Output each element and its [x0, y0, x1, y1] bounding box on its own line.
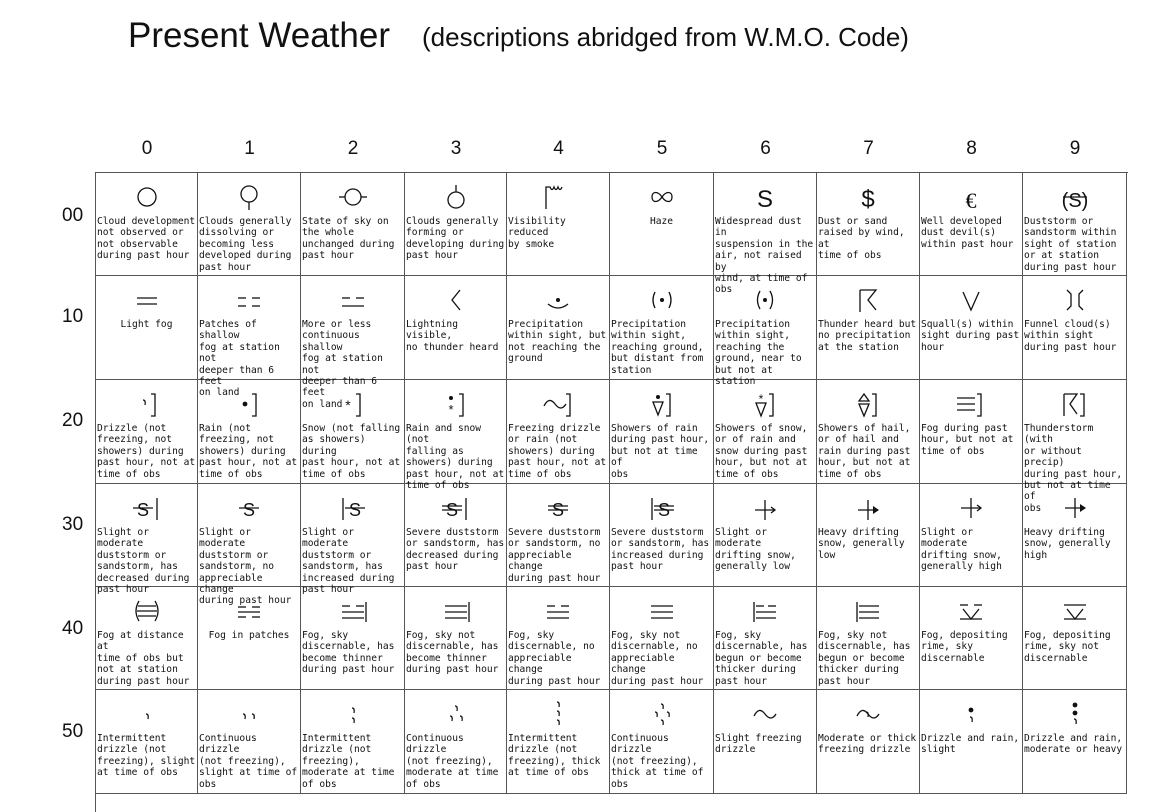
weather-code-description: Squall(s) within sight during past hour: [921, 319, 1020, 353]
svg-text:S: S: [551, 500, 565, 520]
weather-code-cell: [301, 276, 405, 410]
fog-no-sky-thinner-icon: [405, 587, 506, 627]
weather-code-description: Fog, sky not discernable, no appreciable change during past hour: [611, 630, 704, 687]
duststorm-no-change-icon: [198, 484, 300, 524]
weather-code-cell: [96, 276, 198, 380]
fog-sky-thicker-icon: [714, 587, 816, 627]
precip-not-ground-icon: [507, 276, 609, 316]
weather-code-description: Severe duststorm or sandstorm, has decreased during past hour: [406, 527, 505, 573]
column-header: 9: [1069, 138, 1081, 159]
weather-code-description: Thunderstorm (with or without precip) during past hour, but not at time of obs: [1024, 423, 1123, 514]
duststorm-sight-icon: [1023, 173, 1126, 213]
weather-code-description: Precipitation within sight, reaching ground, but distant from station: [611, 319, 704, 376]
duststorm-increased-icon: [301, 484, 404, 524]
weather-code-cell: [1023, 587, 1127, 690]
weather-code-cell: [1023, 690, 1127, 794]
duststorm-decreased-icon: [96, 484, 197, 524]
weather-code-description: Moderate or thick freezing drizzle: [818, 733, 917, 756]
weather-code-description: Slight or moderate duststorm or sandstorm, no appreciable change during past hour: [199, 527, 292, 607]
fog-distance-icon: [96, 587, 197, 627]
row-label: 50: [62, 721, 84, 742]
weather-code-description: Lightning visible, no thunder heard: [406, 319, 499, 353]
weather-code-description: Fog, sky discernable, has become thinner during past hour: [302, 630, 395, 676]
weather-code-cell: [301, 173, 405, 276]
weather-code-description: Fog, sky not discernable, has become thinner during past hour: [406, 630, 499, 676]
drizzle-intermittent-slight-icon: [96, 690, 197, 730]
page-subtitle: (descriptions abridged from W.M.O. Code): [422, 22, 909, 52]
page-title: Present Weather: [128, 16, 390, 55]
freezing-drizzle-slight-icon: [714, 690, 816, 730]
weather-code-cell: [817, 690, 920, 794]
weather-code-description: Slight or moderate duststorm or sandstorm, has increased during past hour: [302, 527, 395, 596]
fog-sky-thinner-icon: [301, 587, 404, 627]
row-label: 10: [62, 306, 84, 327]
weather-code-description: Duststorm or sandstorm within sight of station or at station during past hour: [1024, 216, 1117, 273]
weather-code-cell: [817, 173, 920, 276]
weather-code-cell: [817, 276, 920, 380]
circle-empty-icon: [96, 173, 197, 213]
heavy-drifting-snow-low-icon: [817, 484, 919, 524]
weather-code-description: Fog, depositing rime, sky not discernable: [1024, 630, 1111, 664]
weather-code-description: Drizzle and rain, slight: [921, 733, 1020, 756]
light-fog-icon: [96, 276, 197, 316]
precip-near-icon: [714, 276, 816, 316]
weather-code-cell: [301, 484, 405, 596]
column-header: 8: [966, 138, 977, 159]
row-label: 00: [62, 205, 84, 226]
haze-icon: [610, 173, 713, 213]
drizzle-intermittent-moderate-icon: [301, 690, 404, 730]
drizzle-continuous-moderate-icon: [405, 690, 506, 730]
weather-code-cell: [610, 484, 714, 587]
weather-code-cell: [920, 690, 1023, 794]
weather-code-description: Rain and snow (not falling as showers) during past hour, not at time of obs: [406, 423, 505, 492]
weather-code-cell: [817, 380, 920, 484]
weather-code-cell: [610, 690, 714, 794]
weather-code-cell: [817, 587, 920, 690]
severe-duststorm-decreased-icon: [405, 484, 506, 524]
weather-code-description: Continuous drizzle (not freezing), slight at time of obs: [199, 733, 298, 790]
svg-text:S: S: [445, 500, 458, 520]
weather-code-description: Widespread dust in suspension in the air, not raised by wind, at time of obs: [715, 216, 814, 296]
weather-code-description: Heavy drifting snow, generally low: [818, 527, 905, 561]
weather-code-cell: [96, 484, 198, 596]
svg-text:S: S: [756, 186, 774, 213]
weather-code-cell: [405, 484, 507, 587]
weather-code-cell: [1023, 484, 1127, 587]
column-header: 1: [244, 138, 255, 159]
drizzle-continuous-thick-icon: [610, 690, 713, 730]
thunderstorm-past-icon: [1023, 380, 1126, 420]
weather-code-cell: [405, 173, 507, 276]
weather-code-cell: [507, 484, 610, 587]
weather-code-description: Fog during past hour, but not at time of obs: [921, 423, 1014, 457]
severe-duststorm-increased-icon: [610, 484, 713, 524]
weather-code-cell: [817, 484, 920, 587]
rain-snow-past-icon: [405, 380, 506, 420]
svg-text:*: *: [758, 392, 764, 406]
weather-code-description: Haze: [649, 216, 674, 227]
weather-code-cell: [610, 587, 714, 690]
svg-text:S: S: [242, 500, 256, 520]
lightning-icon: [405, 276, 506, 316]
fog-rime-no-sky-icon: [1023, 587, 1126, 627]
circle-dissolving-icon: [198, 173, 300, 213]
svg-text:(S): (S): [1061, 190, 1088, 212]
weather-code-cell: [920, 380, 1023, 484]
continuous-fog-icon: [301, 276, 404, 316]
snow-past-icon: [301, 380, 404, 420]
weather-code-description: Intermittent drizzle (not freezing), thick at time of obs: [508, 733, 601, 779]
weather-code-description: State of sky on the whole unchanged during past hour: [302, 216, 395, 262]
weather-code-cell: [96, 587, 198, 690]
column-header: 3: [450, 138, 462, 159]
svg-text:$: $: [861, 186, 875, 213]
column-header: 6: [760, 138, 771, 159]
weather-code-description: Funnel cloud(s) within sight during past hour: [1024, 319, 1117, 353]
weather-code-cell: [714, 276, 817, 388]
patches-fog-icon: [198, 276, 300, 316]
squall-icon: [920, 276, 1022, 316]
widespread-dust-icon: [714, 173, 816, 213]
weather-code-description: Cloud development not observed or not observable during past hour: [97, 216, 196, 262]
freezing-drizzle-heavy-icon: [817, 690, 919, 730]
weather-code-cell: [1023, 173, 1127, 276]
drifting-snow-high-icon: [920, 484, 1022, 524]
column-header: 4: [553, 138, 564, 159]
svg-text:€: €: [965, 188, 977, 213]
weather-code-cell: [610, 276, 714, 380]
weather-code-cell: [301, 587, 405, 690]
drizzle-past-icon: [96, 380, 197, 420]
weather-code-description: Freezing drizzle or rain (not showers) during past hour, not at time of obs: [508, 423, 607, 480]
freezing-drizzle-past-icon: [507, 380, 609, 420]
weather-code-description: Fog, depositing rime, sky discernable: [921, 630, 1008, 664]
drizzle-rain-slight-icon: [920, 690, 1022, 730]
dust-raised-icon: [817, 173, 919, 213]
weather-code-description: Clouds generally dissolving or becoming less developed during past hour: [199, 216, 292, 273]
circle-unchanged-icon: [301, 173, 404, 213]
weather-code-description: Showers of hail, or of hail and rain during past hour, but not at time of obs: [818, 423, 911, 480]
weather-code-cell: [405, 587, 507, 690]
fog-no-sky-thicker-icon: [817, 587, 919, 627]
weather-code-cell: [405, 380, 507, 492]
weather-code-cell: [714, 690, 817, 794]
weather-code-description: Well developed dust devil(s) within past hour: [921, 216, 1014, 250]
severe-duststorm-no-change-icon: [507, 484, 609, 524]
weather-code-description: Clouds generally forming or developing during past hour: [406, 216, 505, 262]
fog-patches-icon: [198, 587, 300, 627]
weather-code-cell: [96, 690, 198, 794]
weather-code-description: Rain (not freezing, not showers) during past hour, not at time of obs: [199, 423, 298, 480]
column-header: 7: [863, 138, 874, 159]
rain-showers-past-icon: [610, 380, 713, 420]
weather-code-description: Precipitation within sight, reaching the ground, near to but not at station: [715, 319, 802, 388]
svg-text:S: S: [136, 500, 149, 520]
weather-code-description: Visibility reduced by smoke: [508, 216, 566, 250]
present-weather-table: [95, 172, 1128, 812]
weather-code-description: Fog at distance at time of obs but not at station during past hour: [97, 630, 190, 687]
weather-code-description: Fog, sky discernable, has begun or become thicker during past hour: [715, 630, 808, 687]
weather-code-description: Severe duststorm or sandstorm, no appreciable change during past hour: [508, 527, 601, 584]
weather-code-cell: [714, 484, 817, 587]
weather-code-description: Precipitation within sight, but not reaching the ground: [508, 319, 607, 365]
weather-code-description: Severe duststorm or sandstorm, has increased during past hour: [611, 527, 710, 573]
drizzle-intermittent-thick-icon: [507, 690, 609, 730]
weather-code-cell: [714, 173, 817, 296]
weather-code-cell: [198, 173, 301, 276]
column-headers: [96, 138, 1127, 160]
funnel-cloud-icon: [1023, 276, 1126, 316]
weather-code-description: Continuous drizzle (not freezing), moderate at time of obs: [406, 733, 499, 790]
weather-code-cell: [198, 380, 301, 484]
weather-code-description: Drizzle (not freezing, not showers) during past hour, not at time of obs: [97, 423, 196, 480]
weather-code-cell: [714, 380, 817, 484]
column-header: 5: [656, 138, 668, 159]
weather-code-cell: [920, 173, 1023, 276]
weather-code-cell: [1023, 276, 1127, 380]
weather-code-description: Slight or moderate drifting snow, generally high: [921, 527, 1002, 573]
weather-code-cell: [507, 276, 610, 380]
row-label: 40: [62, 618, 84, 639]
drizzle-continuous-slight-icon: [198, 690, 300, 730]
weather-code-cell: [507, 173, 610, 276]
drifting-snow-low-icon: [714, 484, 816, 524]
weather-code-description: Light fog: [120, 319, 173, 330]
column-header: 0: [141, 138, 153, 159]
precip-distant-icon: [610, 276, 713, 316]
weather-code-cell: [507, 587, 610, 690]
fog-past-icon: [920, 380, 1022, 420]
weather-code-cell: [610, 380, 714, 484]
weather-code-cell: [1023, 380, 1127, 514]
circle-forming-icon: [405, 173, 506, 213]
weather-code-cell: [96, 173, 198, 276]
weather-code-cell: [405, 276, 507, 380]
weather-code-cell: [507, 380, 610, 484]
weather-code-description: Slight or moderate drifting snow, generally low: [715, 527, 796, 573]
weather-code-description: Dust or sand raised by wind, at time of obs: [818, 216, 905, 262]
svg-text:S: S: [657, 500, 670, 520]
weather-code-description: Fog, sky discernable, no appreciable change during past hour: [508, 630, 601, 687]
snow-showers-past-icon: [714, 380, 816, 420]
dust-devil-icon: [920, 173, 1022, 213]
weather-code-cell: [507, 690, 610, 794]
thunder-icon: [817, 276, 919, 316]
weather-code-cell: [920, 587, 1023, 690]
weather-code-description: Showers of rain during past hour, but not at time of obs: [611, 423, 710, 480]
weather-code-description: Drizzle and rain, moderate or heavy: [1024, 733, 1123, 756]
weather-code-cell: [714, 587, 817, 690]
row-label: 20: [62, 410, 84, 431]
heavy-drifting-snow-high-icon: [1023, 484, 1126, 524]
weather-code-description: Showers of snow, or of rain and snow during past hour, but not at time of obs: [715, 423, 808, 480]
svg-text:*: *: [447, 402, 454, 417]
weather-code-cell: [301, 380, 405, 484]
weather-code-description: Thunder heard but no precipitation at the station: [818, 319, 917, 353]
weather-code-description: Heavy drifting snow, generally high: [1024, 527, 1111, 561]
weather-code-cell: [405, 690, 507, 794]
weather-code-description: Fog in patches: [208, 630, 290, 641]
column-header: 2: [347, 138, 359, 159]
weather-code-description: Snow (not falling as showers) during past hour, not at time of obs: [302, 423, 401, 480]
fog-rime-sky-icon: [920, 587, 1022, 627]
weather-code-cell: [198, 587, 301, 690]
weather-code-description: Slight freezing drizzle: [715, 733, 802, 756]
fog-sky-no-change-icon: [507, 587, 609, 627]
fog-no-sky-no-change-icon: [610, 587, 713, 627]
svg-text:*: *: [344, 397, 351, 413]
weather-code-description: Continuous drizzle (not freezing), thick at time of obs: [611, 733, 704, 790]
weather-code-cell: [610, 173, 714, 276]
weather-code-description: More or less continuous shallow fog at station not deeper than 6 feet on land: [302, 319, 383, 410]
weather-code-cell: [96, 380, 198, 484]
weather-code-description: Patches of shallow fog at station not deeper than 6 feet on land: [199, 319, 280, 399]
weather-code-cell: [920, 276, 1023, 380]
weather-code-cell: [920, 484, 1023, 587]
weather-code-description: Slight or moderate duststorm or sandstorm, has decreased during past hour: [97, 527, 190, 596]
weather-code-description: Intermittent drizzle (not freezing), slight at time of obs: [97, 733, 196, 779]
weather-code-cell: [198, 690, 301, 794]
weather-code-cell: [301, 690, 405, 794]
weather-code-cell: [198, 484, 301, 607]
weather-code-description: Fog, sky not discernable, has begun or become thicker during past hour: [818, 630, 911, 687]
row-label: 30: [62, 514, 84, 535]
smoke-icon: [507, 173, 609, 213]
drizzle-rain-heavy-icon: [1023, 690, 1126, 730]
weather-code-description: Intermittent drizzle (not freezing), moderate at time of obs: [302, 733, 395, 790]
hail-showers-past-icon: [817, 380, 919, 420]
svg-text:S: S: [348, 500, 361, 520]
weather-code-cell: [198, 276, 301, 399]
rain-past-icon: [198, 380, 300, 420]
